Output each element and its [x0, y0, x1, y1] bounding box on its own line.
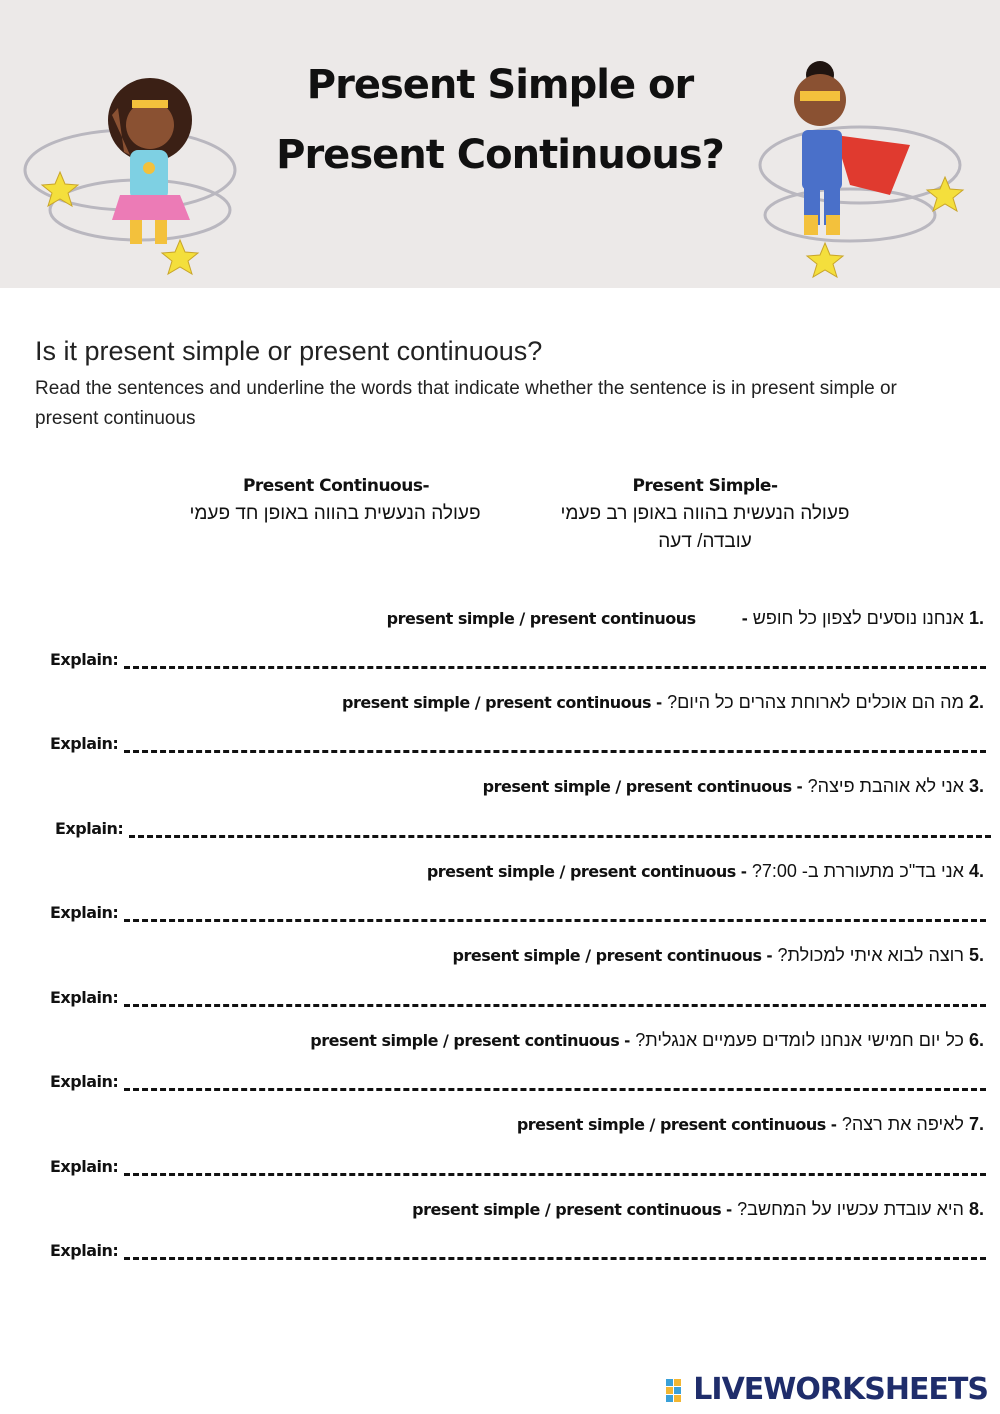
question-6: [310, 1030, 984, 1051]
question-4-text: אני בד"כ מתעוררת ב- 7:00?: [751, 861, 964, 881]
question-4-choices[interactable]: present simple / present continuous: [426, 862, 736, 881]
question-5: [453, 945, 985, 966]
explain-line-6: [50, 1072, 986, 1091]
question-5-separator: -: [766, 945, 778, 965]
explain-input-1[interactable]: [124, 652, 986, 669]
question-1-number: 1.: [968, 608, 984, 628]
question-8-choices[interactable]: present simple / present continuous: [412, 1200, 722, 1219]
explain-input-4[interactable]: [124, 905, 986, 922]
explain-line-8: [50, 1241, 986, 1260]
explain-label: Explain:: [50, 650, 119, 669]
explain-input-7[interactable]: [124, 1159, 986, 1176]
header-banner: [0, 0, 1000, 288]
explain-line-1: [50, 650, 986, 669]
question-2: [342, 692, 984, 713]
question-7-text: לאיפה את רצה?: [841, 1114, 964, 1134]
explain-input-6[interactable]: [124, 1074, 986, 1091]
present-simple-definition-2: עובדה/ דעה: [658, 531, 752, 552]
question-7-number: 7.: [968, 1114, 984, 1134]
explain-line-2: [50, 734, 986, 753]
question-2-separator: -: [656, 692, 668, 712]
question-4-separator: -: [740, 861, 752, 881]
question-1-choices[interactable]: present simple / present continuous: [386, 609, 696, 628]
exercise-question-heading: Is it present simple or present continuous?: [35, 336, 543, 366]
question-5-choices[interactable]: present simple / present continuous: [452, 946, 762, 965]
present-continuous-title: Present Continuous-: [242, 476, 430, 496]
present-simple-definition: פעולה הנעשית בהווה באופן רב פעמי: [560, 503, 850, 524]
question-2-choices[interactable]: present simple / present continuous: [342, 693, 652, 712]
superhero-girl-illustration: [20, 60, 260, 280]
explain-line-4: [50, 903, 986, 922]
explain-label: Explain:: [50, 734, 119, 753]
explain-label: Explain:: [50, 1157, 119, 1176]
explain-line-5: [50, 988, 986, 1007]
question-5-number: 5.: [968, 945, 984, 965]
question-7-choices[interactable]: present simple / present continuous: [516, 1115, 826, 1134]
present-continuous-definition: פעולה הנעשית בהווה באופן חד פעמי: [189, 503, 481, 524]
question-8-number: 8.: [968, 1199, 984, 1219]
explain-line-3: [55, 819, 991, 838]
question-3-separator: -: [796, 776, 808, 796]
question-6-choices[interactable]: present simple / present continuous: [310, 1031, 620, 1050]
exercise-instructions: Read the sentences and underline the words that indicate whether the sentence is in present simple or present continuous: [35, 378, 897, 429]
question-8-text: היא עובדת עכשיו על המחשב?: [737, 1199, 964, 1219]
title-line-1: Present Simple or: [306, 62, 694, 108]
question-7-separator: -: [830, 1114, 842, 1134]
liveworksheets-logo-icon: [666, 1379, 690, 1403]
explain-label: Explain:: [50, 988, 119, 1007]
question-8: [412, 1199, 984, 1220]
title-line-2: Present Continuous?: [276, 132, 724, 178]
explain-label: Explain:: [50, 1072, 119, 1091]
liveworksheets-logo: [666, 1372, 988, 1407]
explain-input-3[interactable]: [129, 821, 991, 838]
question-6-separator: -: [624, 1030, 636, 1050]
question-1-text: אנחנו נוסעים לצפון כל חופש: [752, 608, 964, 628]
question-2-text: מה הם אוכלים לארוחת צהרים כל היום?: [667, 692, 964, 712]
question-3: [483, 776, 984, 797]
explain-line-7: [50, 1157, 986, 1176]
liveworksheets-logo-text: LIVEWORKSHEETS: [693, 1372, 988, 1407]
question-6-number: 6.: [968, 1030, 984, 1050]
question-6-text: כל יום חמישי אנחנו לומדים פעמיים אנגלית?: [635, 1030, 964, 1050]
question-5-text: רוצה לבוא איתי למכולת?: [777, 945, 964, 965]
question-8-separator: -: [726, 1199, 738, 1219]
question-1-separator: -: [741, 608, 748, 628]
superhero-boy-illustration: [740, 55, 980, 280]
explain-label: Explain:: [50, 1241, 119, 1260]
question-4: [427, 861, 984, 882]
present-simple-title: Present Simple-: [632, 476, 778, 496]
question-2-number: 2.: [968, 692, 984, 712]
question-3-text: אני לא אוהבת פיצה?: [807, 776, 964, 796]
explain-label: Explain:: [50, 903, 119, 922]
explain-input-5[interactable]: [124, 990, 986, 1007]
question-3-choices[interactable]: present simple / present continuous: [482, 777, 792, 796]
explain-input-8[interactable]: [124, 1243, 986, 1260]
question-1: [387, 608, 984, 629]
explain-label: Explain:: [55, 819, 124, 838]
question-3-number: 3.: [968, 776, 984, 796]
question-4-number: 4.: [968, 861, 984, 881]
question-7: [517, 1114, 984, 1135]
explain-input-2[interactable]: [124, 736, 986, 753]
